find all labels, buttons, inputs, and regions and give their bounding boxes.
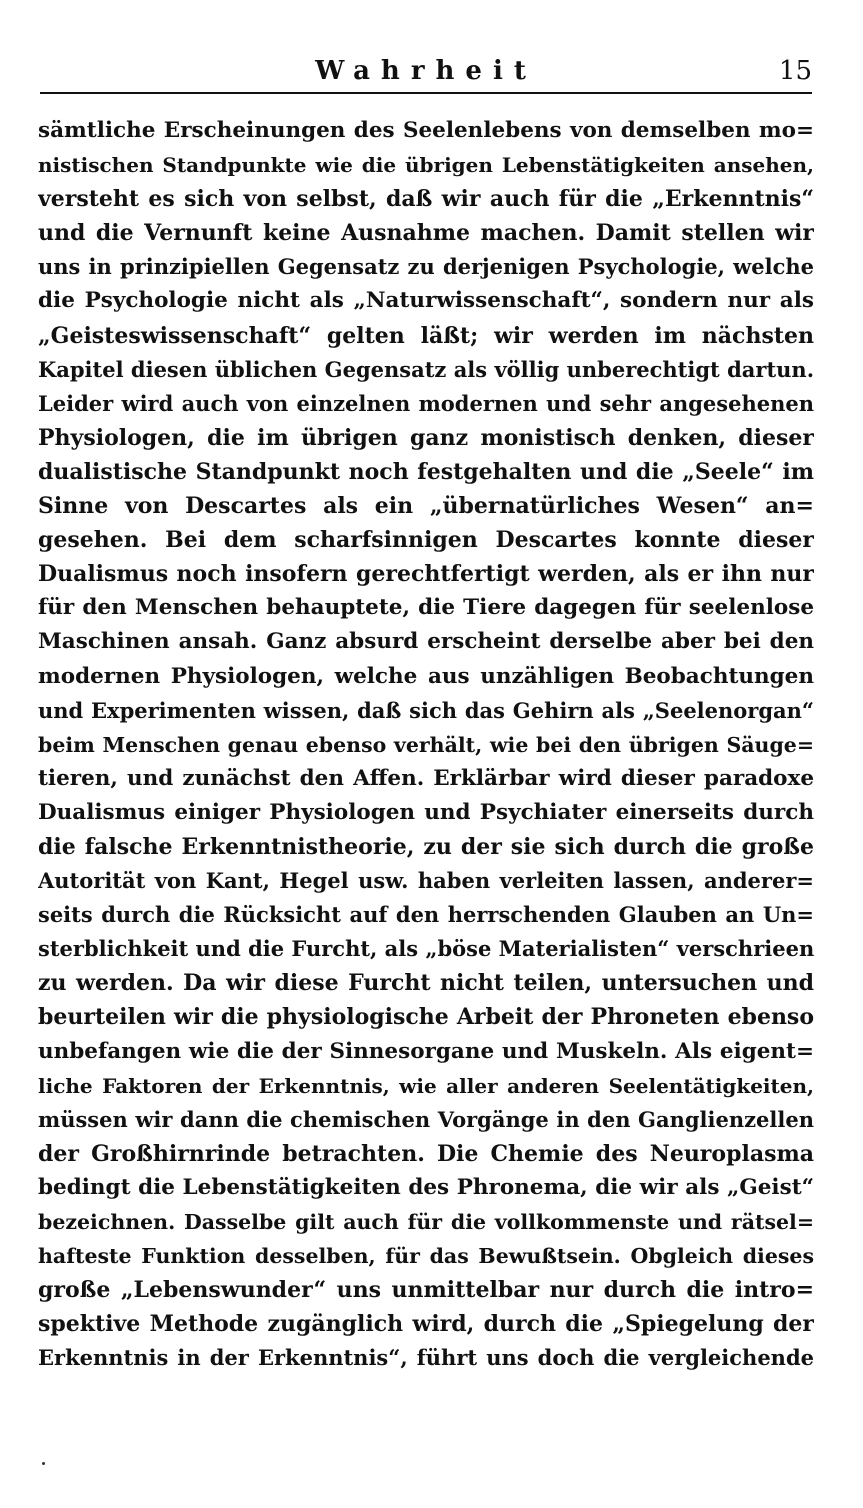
text-line: Autorität von Kant, Hegel usw. haben verleiten lassen, anderer=	[38, 868, 814, 894]
text-line: große „Lebenswunder“ uns unmittelbar nur durch die intro=	[38, 1277, 814, 1304]
text-line: spektive Methode zugänglich wird, durch die „Spiegelung der	[38, 1311, 814, 1338]
text-line: sterblichkeit und die Furcht, als „böse Materialisten“ verschrieen	[38, 936, 814, 962]
text-line: die Psychologie nicht als „Naturwissenschaft“, sondern nur als	[38, 288, 814, 314]
running-title: Wahrheit	[315, 56, 537, 86]
text-line: sämtliche Erscheinungen des Seelenlebens von demselben mo=	[38, 118, 814, 143]
text-line: Sinne von Descartes als ein „übernatürliches Wesen“ an=	[38, 493, 814, 520]
text-line: uns in prinzipiellen Gegensatz zu derjenigen Psychologie, welche	[38, 254, 814, 280]
text-line: dualistische Standpunkt noch festgehalten und die „Seele“ im	[38, 458, 814, 485]
page-number: 15	[778, 56, 812, 86]
text-line: beurteilen wir die physiologische Arbeit der Phroneten ebenso	[38, 1004, 814, 1031]
text-line: versteht es sich von selbst, daß wir auch für die „Erkenntnis“	[38, 186, 814, 213]
text-line: bezeichnen. Dasselbe gilt auch für die vollkommenste und rätsel=	[38, 1210, 814, 1234]
text-line: modernen Physiologen, welche aus unzähligen Beobachtungen	[38, 663, 814, 689]
text-line: „Geisteswissenschaft“ gelten läßt; wir werden im nächsten	[38, 322, 814, 349]
text-line: liche Faktoren der Erkenntnis, wie aller anderen Seelentätigkeiten,	[38, 1073, 814, 1098]
text-line: hafteste Funktion desselben, für das Bewußtsein. Obgleich dieses	[38, 1244, 814, 1269]
text-line: Leider wird auch von einzelnen modernen und sehr angesehenen	[38, 390, 814, 416]
text-line: Dualismus noch insofern gerechtfertigt werden, als er ihn nur	[38, 561, 814, 588]
text-line: gesehen. Bei dem scharfsinnigen Descartes konnte dieser	[38, 527, 814, 554]
text-line: seits durch die Rücksicht auf den herrschenden Glauben an Un=	[38, 902, 814, 928]
text-line: bedingt die Lebenstätigkeiten des Phronema, die wir als „Geist“	[38, 1174, 814, 1200]
text-line: Kapitel diesen üblichen Gegensatz als völlig unberechtigt dartun.	[38, 356, 814, 382]
text-line: zu werden. Da wir diese Furcht nicht teilen, untersuchen und	[38, 970, 814, 997]
text-line: Dualismus einiger Physiologen und Psychiater einerseits durch	[38, 799, 814, 825]
text-line: die falsche Erkenntnistheorie, zu der sie sich durch die große	[38, 833, 814, 860]
text-line: unbefangen wie die der Sinnesorgane und Muskeln. Als eigent=	[38, 1038, 814, 1064]
text-line: für den Menschen behauptete, die Tiere dagegen für seelenlose	[38, 595, 814, 621]
header-rule	[40, 92, 812, 94]
text-line: tieren, und zunächst den Affen. Erklärbar wird dieser paradoxe	[38, 765, 814, 791]
body-text	[38, 114, 814, 1375]
text-line: Maschinen ansah. Ganz absurd erscheint derselbe aber bei den	[38, 629, 814, 655]
text-line: der Großhirnrinde betrachten. Die Chemie des Neuroplasma	[38, 1140, 814, 1167]
text-line: Erkenntnis in der Erkenntnis“, führt uns doch die vergleichende	[38, 1345, 814, 1371]
text-line: Physiologen, die im übrigen ganz monistisch denken, dieser	[38, 424, 814, 451]
text-line: und die Vernunft keine Ausnahme machen. Damit stellen wir	[38, 220, 814, 247]
text-line: müssen wir dann die chemischen Vorgänge in den Ganglienzellen	[38, 1106, 814, 1132]
print-speck	[42, 1462, 45, 1465]
running-header	[40, 52, 812, 92]
text-line: beim Menschen genau ebenso verhält, wie bei den übrigen Säuge=	[38, 732, 814, 757]
text-line: und Experimenten wissen, daß sich das Gehirn als „Seelenorgan“	[38, 697, 814, 723]
text-line: nistischen Standpunkte wie die übrigen Lebenstätigkeiten ansehen,	[38, 153, 814, 178]
